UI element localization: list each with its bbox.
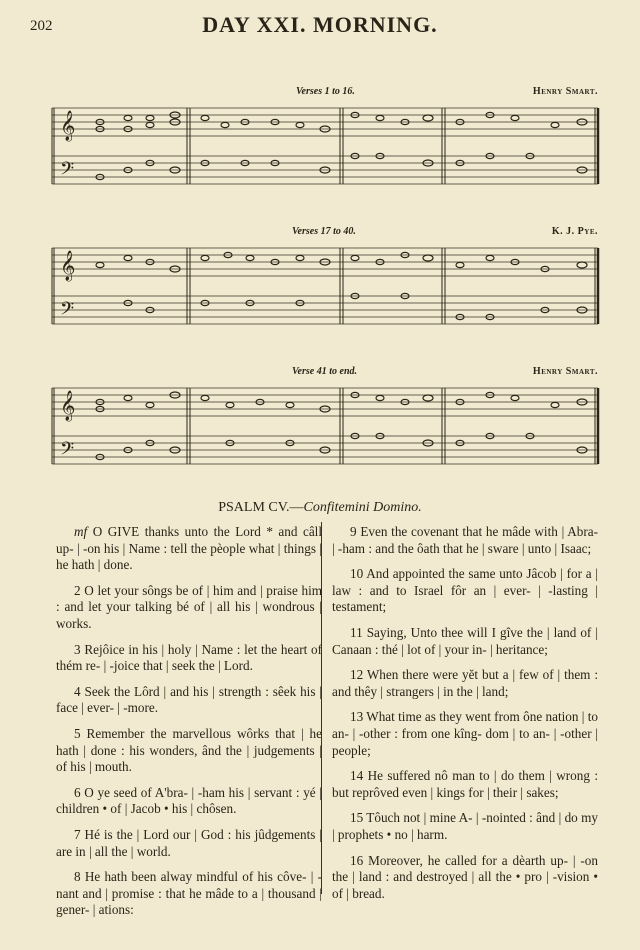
bass-clef-icon: 𝄢 (60, 438, 75, 463)
verse-7: 7 Hé is the | Lord our | God : his jûdgements | are in | all the | world. (56, 826, 322, 859)
chant-2-score (0, 238, 640, 338)
treble-clef-icon: 𝄞 (60, 111, 76, 140)
page-number: 202 (30, 18, 53, 34)
chant-3-verses: Verse 41 to end. (292, 366, 357, 377)
treble-clef-icon: 𝄞 (60, 251, 76, 280)
psalm-column-left (56, 524, 322, 928)
chant-1-score (0, 98, 640, 198)
bass-clef-icon: 𝄢 (60, 158, 75, 183)
dynamic-marking: mf (74, 524, 88, 539)
chant-3-composer: Henry Smart. (532, 366, 598, 377)
verse-10: 10 And appointed the same unto Jâcob | for a | law : and to Israel fôr an | ever- | -lasting | testament; (332, 566, 598, 615)
verse-16: 16 Moreover, he called for a dèarth up- | -on the | land : and destroyed | all the • pro | -vision • of | bread. (332, 852, 598, 901)
treble-clef-icon: 𝄞 (60, 391, 76, 420)
verse-2: 2 O let your sôngs be of | him and | praise him : and let your talking bé of | all his | wondrous | works. (56, 582, 322, 631)
chant-1-bass-staff (52, 156, 598, 184)
chant-3-score (0, 378, 640, 478)
verse-9: 9 Even the covenant that he mâde with | Abra- | -ham : and the ôath that he | sware | unto | Isaac; (332, 524, 598, 556)
verse-11: 11 Saying, Unto thee will I gîve the | land of | Canaan : thé | lot of | your in- | heritance; (332, 624, 598, 657)
psalm-subtitle: Confitemini Domino. (303, 500, 422, 515)
chant-1-composer: Henry Smart. (532, 86, 598, 97)
chant-1-verses: Verses 1 to 16. (296, 86, 355, 97)
psalm-title: PSALM CV.— (218, 500, 304, 515)
chant-2-verses: Verses 17 to 40. (292, 226, 356, 237)
verse-12: 12 When there were yĕt but a | few of | them : and thêy | strangers | in the | land; (332, 667, 598, 699)
verse-8: 8 He hath been alway mindful of his côve- | -nant and | promise : that he mâde to a | thousand | gener- | ations: (56, 869, 322, 918)
page-title: DAY XXI. MORNING. (202, 12, 438, 37)
psalm-column-right (332, 524, 598, 911)
verse-4: 4 Seek the Lôrd | and his | strength : sêek his | face | ever- | -more. (56, 683, 322, 716)
verse-1: mf O GIVE thanks unto the Lord * and câll up- | -on his | Name : tell the pèople what | things | he hath | done. (56, 524, 322, 573)
verse-13: 13 What time as they went from ône nation | to an- | -other : from one kîng- dom | to an- | -other | people; (332, 709, 598, 758)
verse-3: 3 Rejôice in his | holy | Name : let the heart of thém re- | -joice that | seek the | Lord. (56, 641, 322, 674)
bass-clef-icon: 𝄢 (60, 298, 75, 323)
verse-5: 5 Remember the marvellous wôrks that | he hath | done : his wonders, ând the | judgements | of his | mouth. (56, 725, 322, 775)
verse-14: 14 He suffered nô man to | do them | wrong : but reprôved even | kings for | their | sakes; (332, 768, 598, 800)
psalm-heading (0, 500, 640, 516)
verse-6: 6 O ye seed of A'bra- | -ham his | servant : yé | children • of | Jacob • his | chôsen. (56, 784, 322, 817)
verse-15: 15 Tôuch not | mine A- | -nointed : ând | do my | prophets • no | harm. (332, 810, 598, 842)
chant-2-composer: K. J. Pye. (551, 226, 598, 237)
